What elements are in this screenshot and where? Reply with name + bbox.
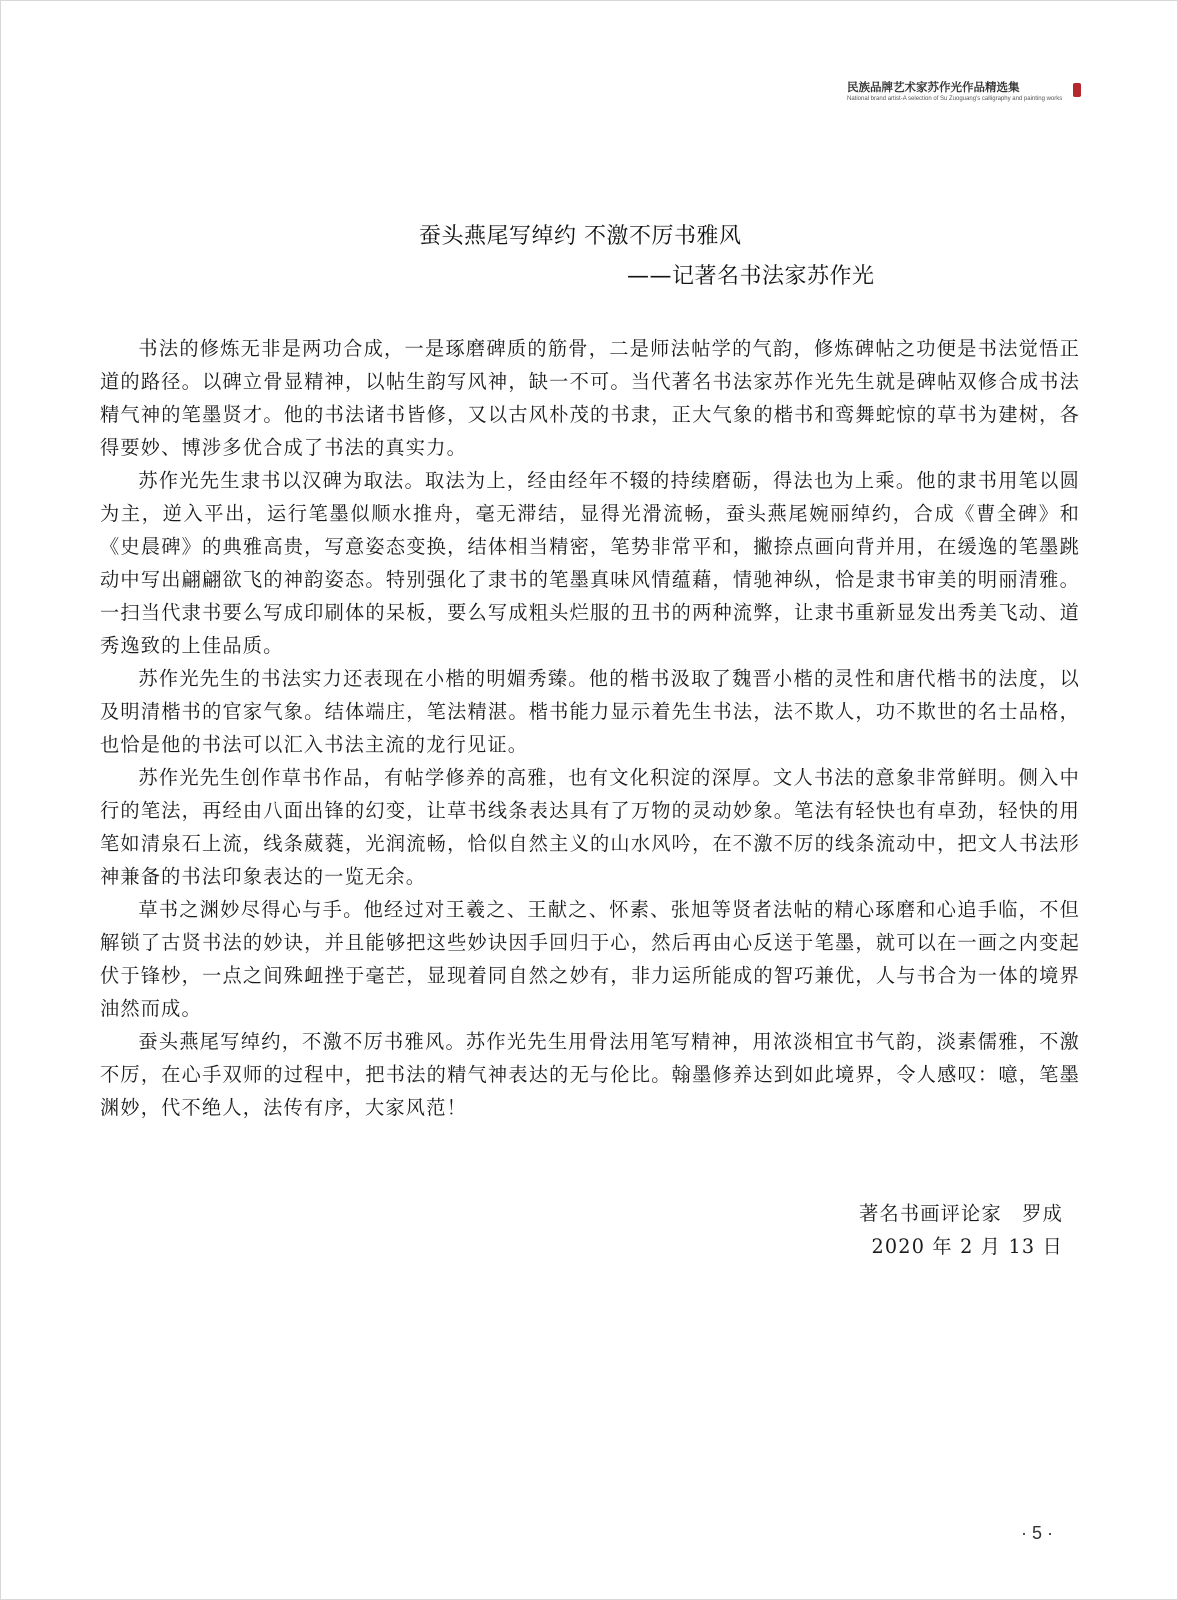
signature-block xyxy=(859,1197,1063,1263)
running-header-chinese: 民族品牌艺术家苏作光作品精选集 xyxy=(847,80,1020,94)
paragraph: 蚕头燕尾写绰约，不激不厉书雅风。苏作光先生用骨法用笔写精神，用浓淡相宜书气韵，淡素儒雅，不激不厉，在心手双师的过程中，把书法的精气神表达的无与伦比。翰墨修养达到如此境界，令人感叹：噫，笔墨渊妙，代不绝人，法传有序，大家风范！ xyxy=(100,1030,1080,1119)
paragraph: 书法的修炼无非是两功合成，一是琢磨碑质的筋骨，二是师法帖学的气韵，修炼碑帖之功便是书法觉悟正道的路径。以碑立骨显精神，以帖生韵写风神，缺一不可。当代著名书法家苏作光先生就是碑帖双修合成书法精气神的笔墨贤才。他的书法诸书皆修，又以古风朴茂的书隶，正大气象的楷书和鸾舞蛇惊的草书为建树，各得要妙、博涉多优合成了书法的真实力。 xyxy=(100,337,1080,459)
article-subtitle: ——记著名书法家苏作光 xyxy=(627,264,875,289)
paragraph: 苏作光先生创作草书作品，有帖学修养的高雅，也有文化积淀的深厚。文人书法的意象非常鲜明。侧入中行的笔法，再经由八面出锋的幻变，让草书线条表达具有了万物的灵动妙象。笔法有轻快也有卓劲，轻快的用笔如清泉石上流，线条葳蕤，光润流畅，恰似自然主义的山水风吟，在不激不厉的线条流动中，把文人书法形神兼备的书法印象表达的一览无余。 xyxy=(100,766,1080,888)
paragraph: 草书之渊妙尽得心与手。他经过对王羲之、王献之、怀素、张旭等贤者法帖的精心琢磨和心追手临，不但解锁了古贤书法的妙诀，并且能够把这些妙诀因手回归于心，然后再由心反送于笔墨，就可以在一画之内变起伏于锋杪，一点之间殊衄挫于毫芒，显现着同自然之妙有，非力运所能成的智巧兼优，人与书合为一体的境界油然而成。 xyxy=(100,898,1080,1020)
seal-stamp-icon xyxy=(1073,83,1081,97)
signature-author: 著名书画评论家 罗成 xyxy=(859,1202,1063,1225)
page-number: · 5 · xyxy=(1021,1523,1054,1543)
signature-date: 2020 年 2 月 13 日 xyxy=(871,1235,1063,1258)
paragraph: 苏作光先生的书法实力还表现在小楷的明媚秀臻。他的楷书汲取了魏晋小楷的灵性和唐代楷书的法度，以及明清楷书的官家气象。结体端庄，笔法精湛。楷书能力显示着先生书法，法不欺人，功不欺世的名士品格，也恰是他的书法可以汇入书法主流的龙行见证。 xyxy=(100,667,1080,756)
article-title: 蚕头燕尾写绰约 不激不厉书雅风 xyxy=(419,224,742,249)
running-header-english: National brand artist-A selection of Su Zuoguang's calligraphy and painting works xyxy=(847,96,1063,102)
running-header xyxy=(847,81,1077,103)
paragraph: 苏作光先生隶书以汉碑为取法。取法为上，经由经年不辍的持续磨砺，得法也为上乘。他的隶书用笔以圆为主，逆入平出，运行笔墨似顺水推舟，毫无滞结，显得光滑流畅，蚕头燕尾婉丽绰约，合成《曹全碑》和《史晨碑》的典雅高贵，写意姿态变换，结体相当精密，笔势非常平和，撇捺点画向背并用，在缓逸的笔墨跳动中写出翩翩欲飞的神韵姿态。特别强化了隶书的笔墨真味风情蕴藉，情驰神纵，恰是隶书审美的明丽清雅。一扫当代隶书要么写成印刷体的呆板，要么写成粗头烂服的丑书的两种流弊，让隶书重新显发出秀美飞动、道秀逸致的上佳品质。 xyxy=(100,469,1080,657)
article-body xyxy=(100,332,1080,1124)
